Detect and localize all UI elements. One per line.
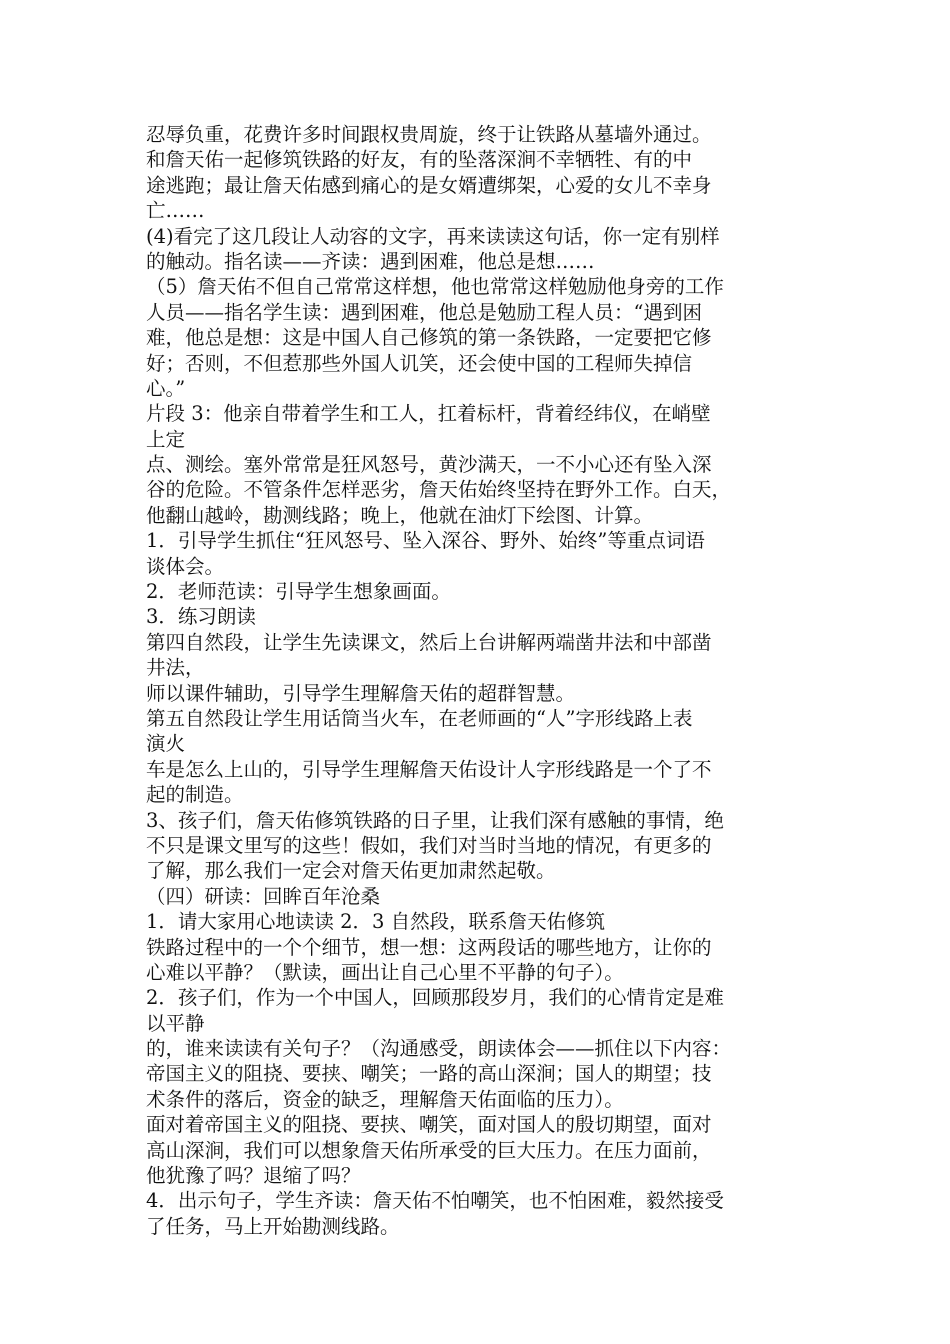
text-line: 和詹天佑一起修筑铁路的好友，有的坠落深涧不幸牺牲、有的中 — [146, 148, 693, 172]
text-line: 上定 — [146, 427, 186, 451]
text-line: 点、测绘。塞外常常是狂风怒号，黄沙满天，一不小心还有坠入深 — [146, 453, 712, 477]
text-line: 2．老师范读：引导学生想象画面。 — [146, 580, 451, 604]
text-line: 谷的危险。不管条件怎样恶劣，詹天佑始终坚持在野外工作。白天， — [146, 478, 732, 502]
text-line: 车是怎么上山的，引导学生理解詹天佑设计人字形线路是一个了不 — [146, 757, 712, 781]
text-line: 亡…… — [146, 199, 205, 223]
text-line: 好；否则，不但惹那些外国人讥笑，还会使中国的工程师失掉信 — [146, 351, 693, 375]
text-line: 4．出示句子，学生齐读：詹天佑不怕嘲笑，也不怕困难，毅然接受 — [146, 1189, 724, 1213]
text-line: 了任务，马上开始勘测线路。 — [146, 1214, 400, 1238]
text-line: 面对着帝国主义的阻挠、要挟、嘲笑，面对国人的殷切期望，面对 — [146, 1113, 712, 1137]
text-line: 途逃跑；最让詹天佑感到痛心的是女婿遭绑架，心爱的女儿不幸身 — [146, 173, 712, 197]
text-line: 心难以平静？（默读，画出让自己心里不平静的句子）。 — [146, 960, 624, 984]
text-line: 3．练习朗读 — [146, 605, 256, 629]
text-line: 难，他总是想：这是中国人自己修筑的第一条铁路，一定要把它修 — [146, 326, 712, 350]
text-line: 1．引导学生抓住“狂风怒号、坠入深谷、野外、始终”等重点词语 — [146, 529, 705, 553]
document-body — [146, 122, 826, 1239]
text-line: 3、孩子们，詹天佑修筑铁路的日子里，让我们深有感触的事情，绝 — [146, 808, 724, 832]
text-line: 人员——指名学生读：遇到困难，他总是勉励工程人员：“遇到困 — [146, 300, 702, 324]
text-line: 师以课件辅助，引导学生理解詹天佑的超群智慧。 — [146, 681, 576, 705]
text-line: (4)看完了这几段让人动容的文字，再来读读这句话，你一定有别样 — [146, 224, 720, 248]
text-line: 2．孩子们，作为一个中国人，回顾那段岁月，我们的心情肯定是难 — [146, 986, 724, 1010]
text-line: 1．请大家用心地读读 2．3 自然段，联系詹天佑修筑 — [146, 910, 606, 934]
section-heading: （四）研读：回眸百年沧桑 — [146, 884, 381, 908]
text-line: 不只是课文里写的这些！假如，我们对当时当地的情况，有更多的 — [146, 833, 712, 857]
text-line: 演火 — [146, 732, 186, 756]
text-line: 第五自然段让学生用话筒当火车，在老师画的“人”字形线路上表 — [146, 706, 693, 730]
text-line: 的触动。指名读——齐读：遇到困难，他总是想…… — [146, 249, 595, 273]
text-line: 第四自然段，让学生先读课文，然后上台讲解两端凿井法和中部凿 — [146, 630, 712, 654]
text-line: 他犹豫了吗？退缩了吗？ — [146, 1164, 361, 1188]
text-line: 片段 3：他亲自带着学生和工人，扛着标杆，背着经纬仪，在峭壁 — [146, 402, 711, 426]
text-line: 心。” — [146, 376, 186, 400]
text-line: 井法， — [146, 656, 205, 680]
text-line: 起的制造。 — [146, 783, 244, 807]
text-line: 的，谁来读读有关句子？（沟通感受，朗读体会——抓住以下内容： — [146, 1037, 732, 1061]
text-line: 术条件的落后，资金的缺乏，理解詹天佑面临的压力）。 — [146, 1087, 624, 1111]
text-line: 他翻山越岭，勘测线路；晚上，他就在油灯下绘图、计算。 — [146, 503, 654, 527]
text-line: 高山深涧，我们可以想象詹天佑所承受的巨大压力。在压力面前， — [146, 1138, 712, 1162]
text-line: 以平静 — [146, 1011, 205, 1035]
text-line: 谈体会。 — [146, 554, 225, 578]
text-line: （5）詹天佑不但自己常常这样想，他也常常这样勉励他身旁的工作 — [146, 275, 724, 299]
text-line: 忍辱负重，花费许多时间跟权贵周旋，终于让铁路从墓墙外通过。 — [146, 123, 712, 146]
text-line: 了解，那么我们一定会对詹天佑更加肃然起敬。 — [146, 859, 556, 883]
text-line: 铁路过程中的一个个细节，想一想：这两段话的哪些地方，让你的 — [146, 935, 712, 959]
text-line: 帝国主义的阻挠、要挟、嘲笑；一路的高山深涧；国人的期望；技 — [146, 1062, 712, 1086]
